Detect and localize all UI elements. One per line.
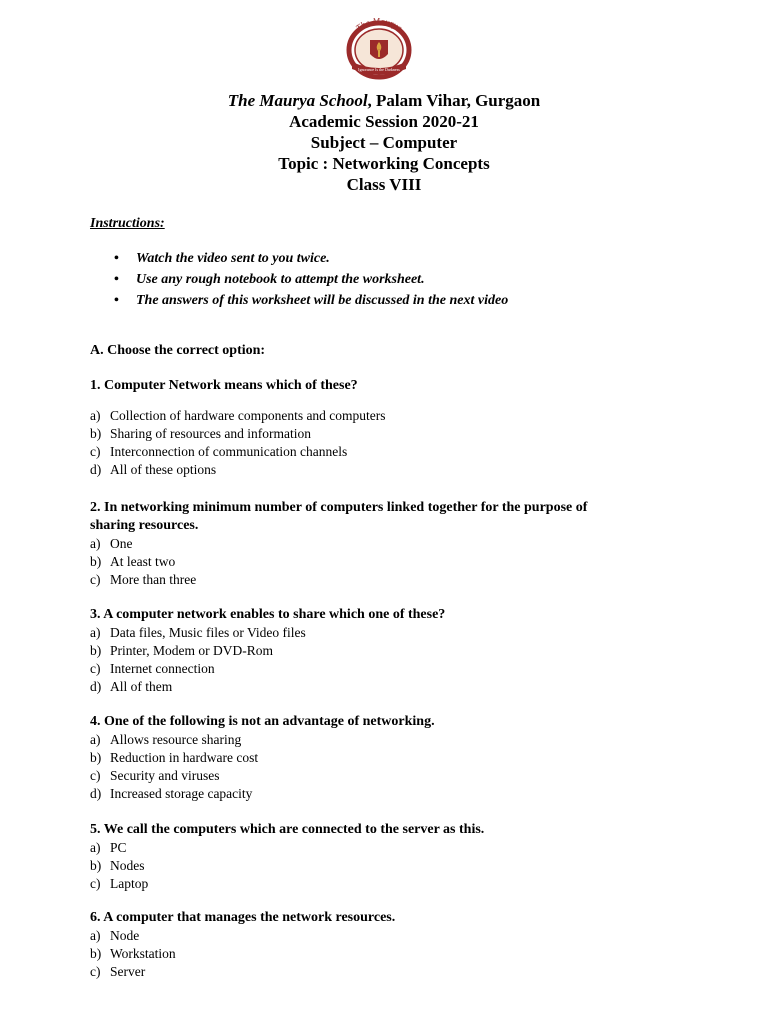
instruction-text: The answers of this worksheet will be discussed in the next video bbox=[136, 293, 509, 308]
question-3 bbox=[90, 606, 650, 696]
academic-session: Academic Session 2020-21 bbox=[289, 112, 479, 131]
question-text: 4. One of the following is not an advantage of networking. bbox=[90, 714, 435, 729]
class-line: Class VIII bbox=[346, 175, 422, 194]
school-line bbox=[0, 90, 768, 111]
school-logo bbox=[340, 18, 418, 80]
option-d: d) All of them bbox=[90, 679, 173, 694]
options-list bbox=[90, 407, 650, 479]
question-5 bbox=[90, 821, 650, 893]
logo-banner-text: Ignorance Is the Darkness bbox=[358, 67, 400, 72]
subject-line: Subject – Computer bbox=[310, 133, 458, 152]
instructions-list bbox=[114, 248, 508, 311]
worksheet-header bbox=[0, 90, 768, 195]
logo-arc-text: The Maurya bbox=[353, 18, 405, 34]
option-a: a) Node bbox=[90, 928, 140, 943]
option-b: b) Nodes bbox=[90, 858, 145, 873]
topic-line: Topic : Networking Concepts bbox=[278, 154, 490, 173]
option-b: b) At least two bbox=[90, 554, 176, 569]
question-4 bbox=[90, 713, 650, 803]
options-list bbox=[90, 927, 650, 981]
section-a-title: A. Choose the correct option: bbox=[90, 343, 266, 358]
option-c: c) More than three bbox=[90, 572, 197, 587]
option-c: c) Interconnection of communication channels bbox=[90, 444, 348, 459]
instruction-item bbox=[114, 290, 508, 311]
question-1 bbox=[90, 377, 650, 479]
option-a: a) Collection of hardware components and computers bbox=[90, 408, 386, 423]
option-a: a) Allows resource sharing bbox=[90, 732, 242, 747]
question-text: 5. We call the computers which are connected to the server as this. bbox=[90, 822, 485, 837]
options-list bbox=[90, 839, 650, 893]
option-a: a) One bbox=[90, 536, 133, 551]
option-b: b) Printer, Modem or DVD-Rom bbox=[90, 643, 273, 658]
question-6 bbox=[90, 909, 650, 981]
option-c: c) Internet connection bbox=[90, 661, 215, 676]
question-2 bbox=[90, 499, 635, 589]
bullet-icon: • bbox=[114, 272, 119, 287]
option-a: a) PC bbox=[90, 840, 127, 855]
question-text: 3. A computer network enables to share which one of these? bbox=[90, 607, 446, 622]
question-text: 1. Computer Network means which of these? bbox=[90, 378, 358, 393]
instruction-item bbox=[114, 269, 508, 290]
option-c: c) Server bbox=[90, 964, 146, 979]
instruction-item bbox=[114, 248, 508, 269]
bullet-icon: • bbox=[114, 251, 119, 266]
option-b: b) Sharing of resources and information bbox=[90, 426, 311, 441]
question-text: 6. A computer that manages the network resources. bbox=[90, 910, 396, 925]
question-text: 2. In networking minimum number of computers linked together for the purpose of sharing resources. bbox=[90, 500, 588, 533]
school-name: The Maurya School bbox=[227, 91, 368, 110]
options-list bbox=[90, 624, 650, 696]
instruction-text: Use any rough notebook to attempt the worksheet. bbox=[136, 272, 425, 287]
school-location: , Palam Vihar, Gurgaon bbox=[367, 91, 541, 110]
option-b: b) Workstation bbox=[90, 946, 176, 961]
bullet-icon: • bbox=[114, 293, 119, 308]
option-a: a) Data files, Music files or Video files bbox=[90, 625, 306, 640]
option-d: d) All of these options bbox=[90, 462, 217, 477]
options-list bbox=[90, 731, 650, 803]
option-b: b) Reduction in hardware cost bbox=[90, 750, 259, 765]
option-c: c) Security and viruses bbox=[90, 768, 220, 783]
option-c: c) Laptop bbox=[90, 876, 149, 891]
options-list bbox=[90, 535, 635, 589]
instruction-text: Watch the video sent to you twice. bbox=[136, 251, 330, 266]
instructions-heading: Instructions: bbox=[90, 216, 165, 231]
option-d: d) Increased storage capacity bbox=[90, 786, 253, 801]
